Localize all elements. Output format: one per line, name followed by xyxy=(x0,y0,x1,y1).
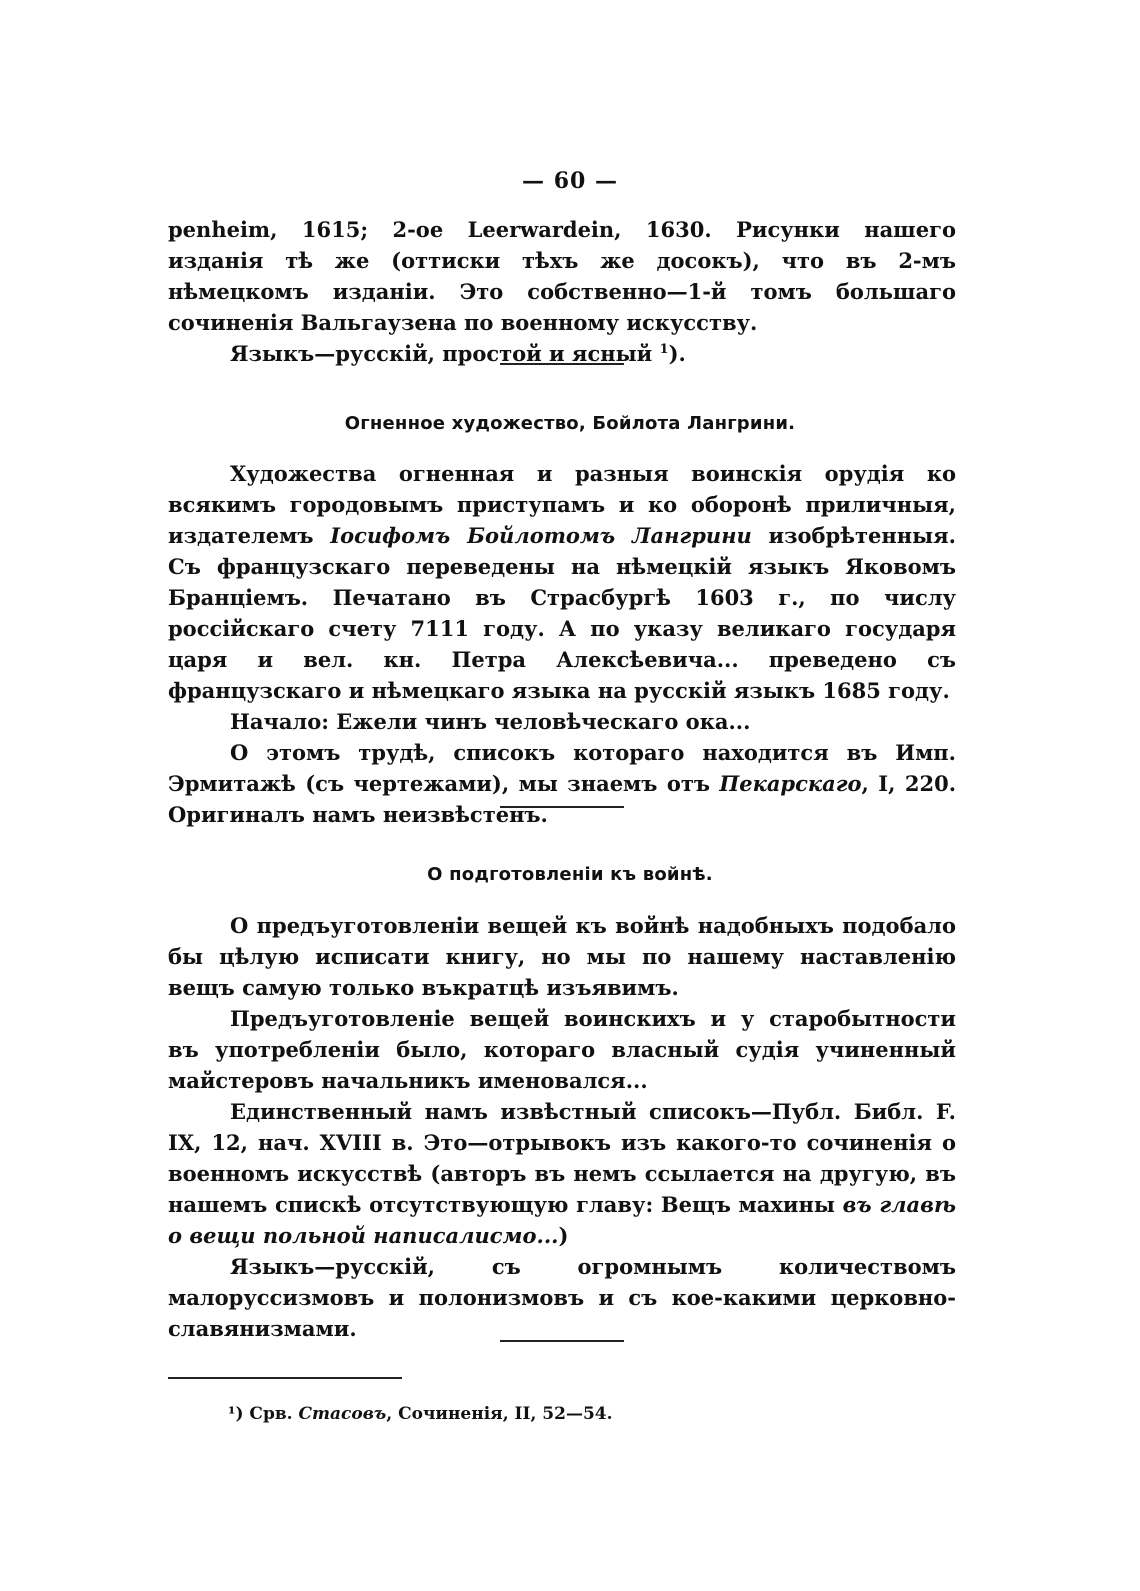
section-divider xyxy=(500,806,624,808)
paragraph: О предъуготовленіи вещей къ войнѣ надобныхъ подобало бы цѣлую исписати книгу, но мы по нашему наставленію вещъ самую только въкратцѣ изъявимъ. xyxy=(168,913,956,1000)
italic-name: Пекарскаго xyxy=(719,771,862,796)
section-war-prep xyxy=(168,910,956,1344)
paragraph-text: , I, 220. Оригиналъ намъ неизвѣстенъ. xyxy=(168,771,957,827)
paragraph: Начало: Ежели чинъ человѣческаго ока... xyxy=(230,709,751,734)
paragraph-text: изобрѣтенныя. Съ французскаго переведены на нѣмецкій языкъ Яковомъ Бранціемъ. Печатано въ Страсбургѣ 1603 г., по числу россійскаго счету 7111 году. А по указу великаго государя царя и вел. кн. Петра Алексѣевича... преведено съ французскаго и нѣмецкаго языка на русскій языкъ 1685 году. xyxy=(168,523,956,703)
paragraph xyxy=(168,1096,956,1251)
paragraph xyxy=(168,458,956,706)
footnote xyxy=(228,1402,613,1426)
paragraph: Предъуготовленіе вещей воинскихъ и у старобытности въ употребленіи было, котораго власный судія учиненный майстеровъ начальникъ именовался... xyxy=(168,1006,956,1093)
paragraph-text-end: ). xyxy=(668,341,686,366)
section-heading: Огненное художество, Бойлота Лангрини. xyxy=(344,413,796,434)
paragraph-text: Художества огненная и разныя воинскія орудія ко всякимъ городовымъ приступамъ и ко оборонѣ приличныя, издателемъ xyxy=(168,461,956,548)
section-divider xyxy=(500,363,624,365)
paragraph xyxy=(168,737,956,830)
paragraph: Языкъ—русскій, съ огромнымъ количествомъ малоруссизмовъ и полонизмовъ и съ кое-какими церковно-славянизмами. xyxy=(168,1254,956,1341)
paragraph-text: Единственный намъ извѣстный списокъ—Публ. Библ. F. IX, 12, нач. XVIII в. Это—отрывокъ изъ какого-то сочиненія о военномъ искусствѣ (авторъ въ немъ ссылается на другую, въ нашемъ спискѣ отсутствующую главу: Вещъ махины xyxy=(168,1099,956,1217)
page-number: — 60 — xyxy=(522,168,618,194)
section-heading: О подготовленіи къ войнѣ. xyxy=(427,864,713,885)
paragraph-text: Языкъ—русскій, простой и ясный xyxy=(230,341,653,366)
italic-name: Іосифомъ Бойлотомъ Лангрини xyxy=(330,523,752,548)
paragraph: penheim, 1615; 2-ое Leerwardein, 1630. Рисунки нашего изданія тѣ же (оттиски тѣхъ же досокъ), что въ 2-мъ нѣмецкомъ изданіи. Это собственно—1-й томъ большаго сочиненія Вальгаузена по военному искусству. xyxy=(168,217,956,335)
footnote-author: Стасовъ xyxy=(298,1404,387,1424)
footnote-ref[interactable]: 1 xyxy=(659,342,669,357)
italic-quote: въ главѣ о вещи польной написалисмо... xyxy=(168,1192,956,1248)
paragraph-text: О этомъ трудѣ, списокъ котораго находится въ Имп. Эрмитажѣ (съ чертежами), мы знаемъ отъ xyxy=(168,740,956,796)
section-fire-art xyxy=(168,458,956,830)
section-divider xyxy=(500,1340,624,1342)
section-continuation xyxy=(168,214,956,369)
footnote-divider xyxy=(168,1377,402,1379)
paragraph-text: ) xyxy=(558,1223,569,1248)
footnote-mark: ¹) Срв. xyxy=(228,1404,299,1424)
footnote-text: , Сочиненія, II, 52—54. xyxy=(386,1404,613,1424)
